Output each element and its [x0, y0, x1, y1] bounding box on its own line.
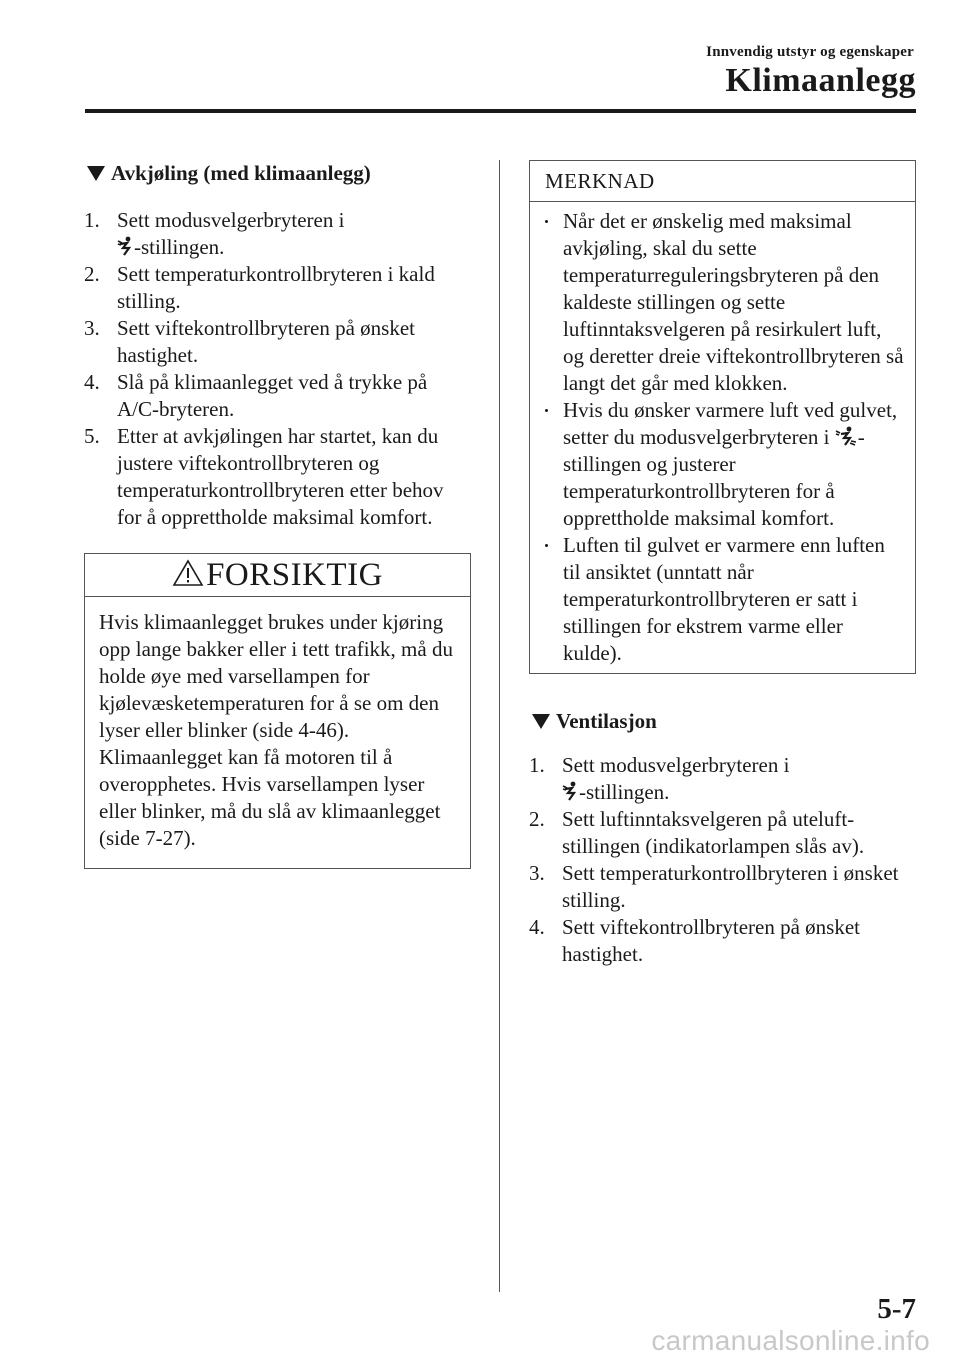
- bullet-text-suffix: -stillingen og justerer temperaturkontrollbryteren for å opprettholde maksimal komfort.: [563, 425, 865, 530]
- bullet-dot: [545, 409, 548, 412]
- cooling-heading-text: Avkjøling (med klimaanlegg): [111, 161, 371, 185]
- step-number: 5.: [84, 424, 100, 448]
- cooling-heading: [84, 160, 472, 187]
- bullet-text: Når det er ønskelig med maksimal avkjøling, skal du sette temperaturreguleringsbryteren på den kaldeste stillingen og sette luftinntaksvelgeren på resirkulert luft, og deretter dreie viftekontrollbryteren så langt det går med klokken.: [563, 209, 904, 395]
- list-item: [84, 369, 472, 423]
- step-text: Sett viftekontrollbryteren på ønsket hastighet.: [117, 316, 416, 367]
- ventilation-heading-text: Ventilasjon: [556, 709, 657, 733]
- step-number: 2.: [84, 262, 100, 286]
- bullet-text: Luften til gulvet er varmere enn luften til ansiktet (unntatt når temperaturkontrollbryteren er satt i stillingen for ekstrem varme eller kulde).: [563, 533, 885, 665]
- warning-triangle-icon: [172, 559, 204, 587]
- ventilation-steps: [529, 752, 916, 968]
- step-text: Sett modusvelgerbryteren i: [562, 753, 790, 777]
- step-text: Slå på klimaanlegget ved å trykke på A/C-bryteren.: [117, 370, 428, 421]
- step-text: Sett temperaturkontrollbryteren i kald stilling.: [117, 262, 435, 313]
- note-title: MERKNAD: [530, 161, 915, 202]
- list-item: [536, 532, 905, 667]
- note-box: [529, 160, 916, 674]
- note-body: [530, 202, 915, 673]
- step-number: 2.: [529, 807, 545, 831]
- face-vent-icon: [562, 781, 578, 801]
- list-item: [536, 208, 905, 397]
- caution-title-text: FORSIKTIG: [206, 556, 383, 593]
- step-text: Sett temperaturkontrollbryteren i ønsket stilling.: [562, 861, 899, 912]
- caution-box: [84, 553, 471, 869]
- ventilation-heading: [529, 708, 916, 735]
- bullet-dot: [545, 544, 548, 547]
- list-item: [529, 914, 916, 968]
- list-item: [84, 261, 472, 315]
- left-column: [84, 160, 472, 869]
- step-text: Sett viftekontrollbryteren på ønsket hastighet.: [562, 915, 861, 966]
- triangle-bullet-icon: [87, 166, 105, 181]
- step-number: 3.: [529, 861, 545, 885]
- cooling-steps: [84, 207, 472, 531]
- list-item: [529, 860, 916, 914]
- step-number: 1.: [84, 208, 100, 232]
- page-number: 5-7: [877, 1293, 916, 1325]
- step-number: 3.: [84, 316, 100, 340]
- caution-title: [85, 554, 470, 597]
- list-item: [529, 752, 916, 806]
- face-vent-icon: [117, 236, 133, 256]
- step-text: Etter at avkjølingen har startet, kan du justere viftekontrollbryteren og temperaturkontrollbryteren etter behov for å opprettholde maksimal komfort.: [117, 424, 444, 529]
- step-text: Sett luftinntaksvelgeren på uteluft-stillingen (indikatorlampen slås av).: [562, 807, 865, 858]
- list-item: [536, 397, 905, 532]
- header-subtitle: Innvendig utstyr og egenskaper: [706, 44, 914, 60]
- bullet-dot: [545, 220, 548, 223]
- column-divider: [499, 160, 500, 1292]
- caution-text: Hvis klimaanlegget brukes under kjøring opp lange bakker eller i tett trafikk, må du holde øye med varsellampen for kjølevæsketemperaturen for å se om den lyser eller blinker (side 4-46). Klimaanlegget kan få motoren til å overopphetes. Hvis varsellampen lyser eller blinker, må du slå av klimaanlegget (side 7-27).: [99, 610, 453, 850]
- page-title: Klimaanlegg: [725, 62, 916, 99]
- step-text-suffix: -stillingen.: [134, 235, 225, 259]
- note-bullets: [536, 208, 905, 667]
- step-text-suffix: -stillingen.: [579, 780, 670, 804]
- face-floor-vent-icon: [835, 426, 857, 446]
- list-item: [84, 423, 472, 531]
- list-item: [84, 207, 472, 261]
- step-text: Sett modusvelgerbryteren i: [117, 208, 345, 232]
- step-number: 1.: [529, 753, 545, 777]
- list-item: [84, 315, 472, 369]
- header-rule: [85, 109, 916, 113]
- list-item: [529, 806, 916, 860]
- right-column: [529, 160, 916, 968]
- bullet-text: Hvis du ønsker varmere luft ved gulvet, setter du modusvelgerbryteren i: [563, 398, 898, 449]
- triangle-bullet-icon: [532, 714, 550, 729]
- watermark-link[interactable]: carmanualsonline.info: [651, 1325, 930, 1356]
- step-number: 4.: [84, 370, 100, 394]
- step-number: 4.: [529, 915, 545, 939]
